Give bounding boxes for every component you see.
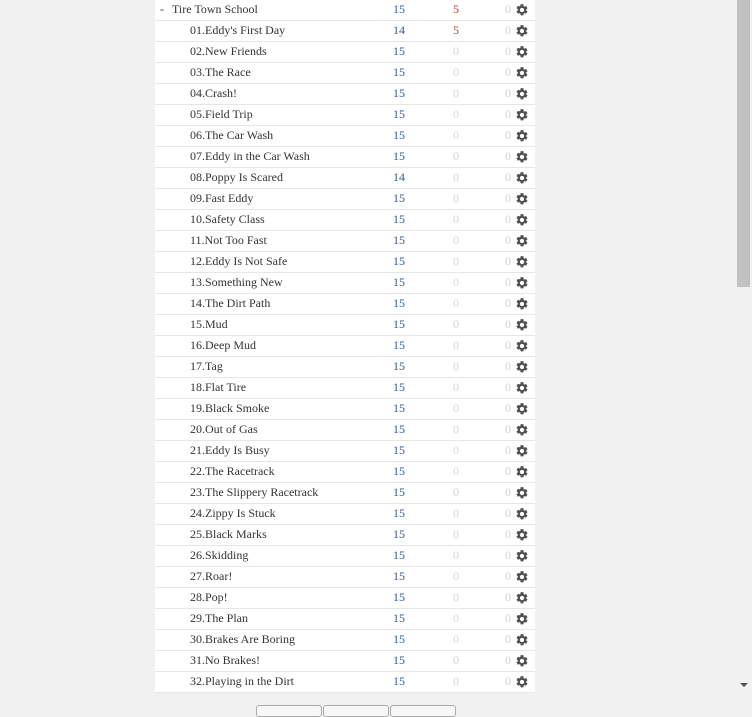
lesson-name[interactable]: 20.Out of Gas: [190, 422, 258, 436]
lesson-count2: 0: [453, 65, 459, 79]
lesson-count1: 15: [393, 674, 405, 688]
lesson-count3: 0: [505, 296, 511, 310]
gear-icon[interactable]: [515, 507, 529, 521]
lesson-row[interactable]: [155, 588, 535, 609]
lesson-count3: 0: [505, 464, 511, 478]
lesson-count1: 15: [393, 296, 405, 310]
lesson-name[interactable]: 16.Deep Mud: [190, 338, 256, 352]
lesson-name[interactable]: 04.Crash!: [190, 86, 237, 100]
lesson-row[interactable]: [155, 546, 535, 567]
lesson-row[interactable]: [155, 399, 535, 420]
gear-icon[interactable]: [515, 633, 529, 647]
lesson-count3: 0: [505, 653, 511, 667]
lesson-count2: 0: [453, 443, 459, 457]
lesson-count2: 0: [453, 527, 459, 541]
lesson-name[interactable]: 25.Black Marks: [190, 527, 267, 541]
lesson-count3: 0: [505, 107, 511, 121]
lesson-count2: 0: [453, 338, 459, 352]
lesson-count1: 15: [393, 527, 405, 541]
gear-icon[interactable]: [515, 570, 529, 584]
lesson-row[interactable]: [155, 483, 535, 504]
gear-icon[interactable]: [515, 318, 529, 332]
lesson-name[interactable]: 17.Tag: [190, 359, 223, 373]
lesson-count2: 0: [453, 296, 459, 310]
lesson-count1: 15: [393, 233, 405, 247]
lesson-count1: 15: [393, 443, 405, 457]
lesson-count2: 0: [453, 107, 459, 121]
lesson-name[interactable]: 08.Poppy Is Scared: [190, 170, 283, 184]
lesson-count1: 14: [393, 23, 405, 37]
lesson-row[interactable]: [155, 462, 535, 483]
group-row: [155, 0, 535, 21]
lesson-row[interactable]: [155, 609, 535, 630]
lesson-name[interactable]: 06.The Car Wash: [190, 128, 274, 142]
gear-icon[interactable]: [515, 402, 529, 416]
lesson-row[interactable]: [155, 672, 535, 693]
gear-icon[interactable]: [515, 171, 529, 185]
lesson-count3: 0: [505, 233, 511, 247]
lesson-count2: 0: [453, 191, 459, 205]
lesson-name[interactable]: 14.The Dirt Path: [190, 296, 271, 310]
lesson-count1: 15: [393, 86, 405, 100]
lesson-count1: 15: [393, 569, 405, 583]
lesson-count2: 0: [453, 548, 459, 562]
lesson-name[interactable]: 32.Playing in the Dirt: [190, 674, 294, 688]
lesson-count1: 15: [393, 464, 405, 478]
lesson-name[interactable]: 10.Safety Class: [190, 212, 265, 226]
lesson-count1: 15: [393, 128, 405, 142]
lesson-row[interactable]: [155, 273, 535, 294]
lesson-name[interactable]: 30.Brakes Are Boring: [190, 632, 295, 646]
lesson-count1: 15: [393, 590, 405, 604]
gear-icon[interactable]: [515, 612, 529, 626]
gear-icon[interactable]: [515, 360, 529, 374]
lesson-count1: 15: [393, 359, 405, 373]
lesson-count1: 15: [393, 653, 405, 667]
gear-icon[interactable]: [515, 549, 529, 563]
collapse-toggle[interactable]: -: [160, 2, 164, 16]
lesson-count3: 0: [505, 527, 511, 541]
lesson-row[interactable]: [155, 84, 535, 105]
gear-icon[interactable]: [515, 192, 529, 206]
gear-icon[interactable]: [515, 87, 529, 101]
lesson-count2: 0: [453, 317, 459, 331]
lesson-count2: 5: [453, 23, 459, 37]
lesson-count3: 0: [505, 128, 511, 142]
lesson-row[interactable]: [155, 231, 535, 252]
lesson-count1: 15: [393, 422, 405, 436]
lesson-count1: 15: [393, 338, 405, 352]
vertical-scrollbar[interactable]: [735, 0, 752, 709]
lesson-count3: 0: [505, 44, 511, 58]
lesson-name[interactable]: 27.Roar!: [190, 569, 233, 583]
lesson-count2: 0: [453, 611, 459, 625]
lesson-name[interactable]: 22.The Racetrack: [190, 464, 275, 478]
gear-icon[interactable]: [515, 591, 529, 605]
lesson-row[interactable]: [155, 126, 535, 147]
lesson-count2: 0: [453, 359, 459, 373]
lesson-count2: 0: [453, 569, 459, 583]
lesson-count2: 0: [453, 254, 459, 268]
lesson-name[interactable]: 01.Eddy's First Day: [190, 23, 286, 37]
lesson-count3: 0: [505, 212, 511, 226]
group-name[interactable]: Tire Town School: [172, 2, 258, 16]
lesson-row[interactable]: [155, 651, 535, 672]
lesson-count3: 0: [505, 149, 511, 163]
lesson-count1: 15: [393, 107, 405, 121]
lesson-count1: 15: [393, 485, 405, 499]
lesson-count2: 0: [453, 275, 459, 289]
gear-icon[interactable]: [515, 213, 529, 227]
lesson-count2: 0: [453, 44, 459, 58]
gear-icon[interactable]: [515, 675, 529, 689]
lesson-row[interactable]: [155, 420, 535, 441]
lesson-name[interactable]: 03.The Race: [190, 65, 251, 79]
lesson-row[interactable]: [155, 168, 535, 189]
lesson-name[interactable]: 26.Skidding: [190, 548, 249, 562]
gear-icon[interactable]: [515, 654, 529, 668]
lesson-name[interactable]: 24.Zippy Is Stuck: [190, 506, 276, 520]
lesson-count2: 0: [453, 380, 459, 394]
lesson-count3: 0: [505, 65, 511, 79]
lesson-count3: 0: [505, 191, 511, 205]
gear-icon[interactable]: [515, 3, 529, 17]
lesson-name[interactable]: 07.Eddy in the Car Wash: [190, 149, 310, 163]
lesson-count1: 15: [393, 65, 405, 79]
lesson-row[interactable]: [155, 336, 535, 357]
lesson-count1: 15: [393, 149, 405, 163]
lesson-row[interactable]: [155, 315, 535, 336]
lesson-name[interactable]: 12.Eddy Is Not Safe: [190, 254, 288, 268]
lesson-count1: 15: [393, 611, 405, 625]
gear-icon[interactable]: [515, 255, 529, 269]
lesson-row[interactable]: [155, 189, 535, 210]
gear-icon[interactable]: [515, 465, 529, 479]
lesson-row[interactable]: [155, 147, 535, 168]
lesson-row[interactable]: [155, 378, 535, 399]
lesson-count1: 15: [393, 506, 405, 520]
gear-icon[interactable]: [515, 528, 529, 542]
gear-icon[interactable]: [515, 339, 529, 353]
lesson-count2: 0: [453, 506, 459, 520]
lesson-rows: [155, 21, 535, 693]
gear-icon[interactable]: [515, 381, 529, 395]
lesson-name[interactable]: 28.Pop!: [190, 590, 228, 604]
gear-icon[interactable]: [515, 423, 529, 437]
group-count3: 0: [505, 2, 511, 16]
lesson-count2: 0: [453, 401, 459, 415]
lesson-count3: 0: [505, 170, 511, 184]
lesson-name[interactable]: 21.Eddy Is Busy: [190, 443, 270, 457]
lesson-count2: 0: [453, 170, 459, 184]
lesson-count2: 0: [453, 86, 459, 100]
lesson-row[interactable]: [155, 504, 535, 525]
lesson-count1: 15: [393, 632, 405, 646]
lesson-count2: 0: [453, 590, 459, 604]
lesson-count3: 0: [505, 401, 511, 415]
lesson-count2: 0: [453, 674, 459, 688]
lesson-row[interactable]: [155, 294, 535, 315]
lesson-name[interactable]: 02.New Friends: [190, 44, 267, 58]
lesson-count2: 0: [453, 212, 459, 226]
lesson-count3: 0: [505, 338, 511, 352]
bottom-button-3[interactable]: [390, 705, 456, 717]
lesson-name[interactable]: 09.Fast Eddy: [190, 191, 254, 205]
lesson-count3: 0: [505, 569, 511, 583]
gear-icon[interactable]: [515, 129, 529, 143]
lesson-count3: 0: [505, 590, 511, 604]
lesson-count1: 15: [393, 380, 405, 394]
lesson-count2: 0: [453, 485, 459, 499]
lesson-row[interactable]: [155, 567, 535, 588]
lesson-row[interactable]: [155, 42, 535, 63]
gear-icon[interactable]: [515, 45, 529, 59]
lesson-name[interactable]: 13.Something New: [190, 275, 283, 289]
lesson-count1: 15: [393, 401, 405, 415]
lesson-name[interactable]: 11.Not Too Fast: [190, 233, 267, 247]
gear-icon[interactable]: [515, 444, 529, 458]
lesson-name[interactable]: 29.The Plan: [190, 611, 248, 625]
lesson-count2: 0: [453, 128, 459, 142]
gear-icon[interactable]: [515, 276, 529, 290]
lesson-count2: 0: [453, 464, 459, 478]
group-count2: 5: [453, 2, 459, 16]
gear-icon[interactable]: [515, 66, 529, 80]
group-count1: 15: [393, 2, 405, 16]
lesson-name[interactable]: 19.Black Smoke: [190, 401, 270, 415]
scroll-down-arrow-icon[interactable]: [740, 683, 748, 687]
lesson-count3: 0: [505, 443, 511, 457]
lesson-list-panel: [155, 0, 535, 693]
lesson-row[interactable]: [155, 630, 535, 651]
lesson-name[interactable]: 18.Flat Tire: [190, 380, 247, 394]
bottom-button-2[interactable]: [323, 705, 389, 717]
lesson-count2: 0: [453, 653, 459, 667]
lesson-count3: 0: [505, 632, 511, 646]
bottom-button-1[interactable]: [256, 705, 322, 717]
lesson-count2: 0: [453, 422, 459, 436]
gear-icon[interactable]: [515, 108, 529, 122]
lesson-count1: 15: [393, 191, 405, 205]
lesson-row[interactable]: [155, 21, 535, 42]
lesson-count3: 0: [505, 611, 511, 625]
gear-icon[interactable]: [515, 24, 529, 38]
lesson-row[interactable]: [155, 441, 535, 462]
lesson-row[interactable]: [155, 525, 535, 546]
lesson-row[interactable]: [155, 210, 535, 231]
lesson-count3: 0: [505, 86, 511, 100]
lesson-count1: 15: [393, 275, 405, 289]
gear-icon[interactable]: [515, 297, 529, 311]
lesson-count3: 0: [505, 422, 511, 436]
lesson-count1: 15: [393, 548, 405, 562]
lesson-count3: 0: [505, 380, 511, 394]
gear-icon[interactable]: [515, 486, 529, 500]
gear-icon[interactable]: [515, 234, 529, 248]
lesson-count3: 0: [505, 317, 511, 331]
lesson-count3: 0: [505, 359, 511, 373]
lesson-name[interactable]: 05.Field Trip: [190, 107, 253, 121]
lesson-count1: 14: [393, 170, 405, 184]
lesson-count2: 0: [453, 632, 459, 646]
lesson-row[interactable]: [155, 357, 535, 378]
lesson-count1: 15: [393, 254, 405, 268]
lesson-row[interactable]: [155, 105, 535, 126]
lesson-count3: 0: [505, 275, 511, 289]
lesson-row[interactable]: [155, 252, 535, 273]
scrollbar-thumb[interactable]: [737, 0, 750, 287]
lesson-count1: 15: [393, 44, 405, 58]
lesson-count1: 15: [393, 317, 405, 331]
lesson-count1: 15: [393, 212, 405, 226]
lesson-count3: 0: [505, 674, 511, 688]
lesson-count3: 0: [505, 23, 511, 37]
lesson-row[interactable]: [155, 63, 535, 84]
lesson-name[interactable]: 23.The Slippery Racetrack: [190, 485, 319, 499]
lesson-name[interactable]: 31.No Brakes!: [190, 653, 260, 667]
lesson-count3: 0: [505, 506, 511, 520]
lesson-count2: 0: [453, 149, 459, 163]
lesson-count3: 0: [505, 254, 511, 268]
lesson-name[interactable]: 15.Mud: [190, 317, 228, 331]
gear-icon[interactable]: [515, 150, 529, 164]
lesson-count3: 0: [505, 485, 511, 499]
lesson-count3: 0: [505, 548, 511, 562]
lesson-count2: 0: [453, 233, 459, 247]
